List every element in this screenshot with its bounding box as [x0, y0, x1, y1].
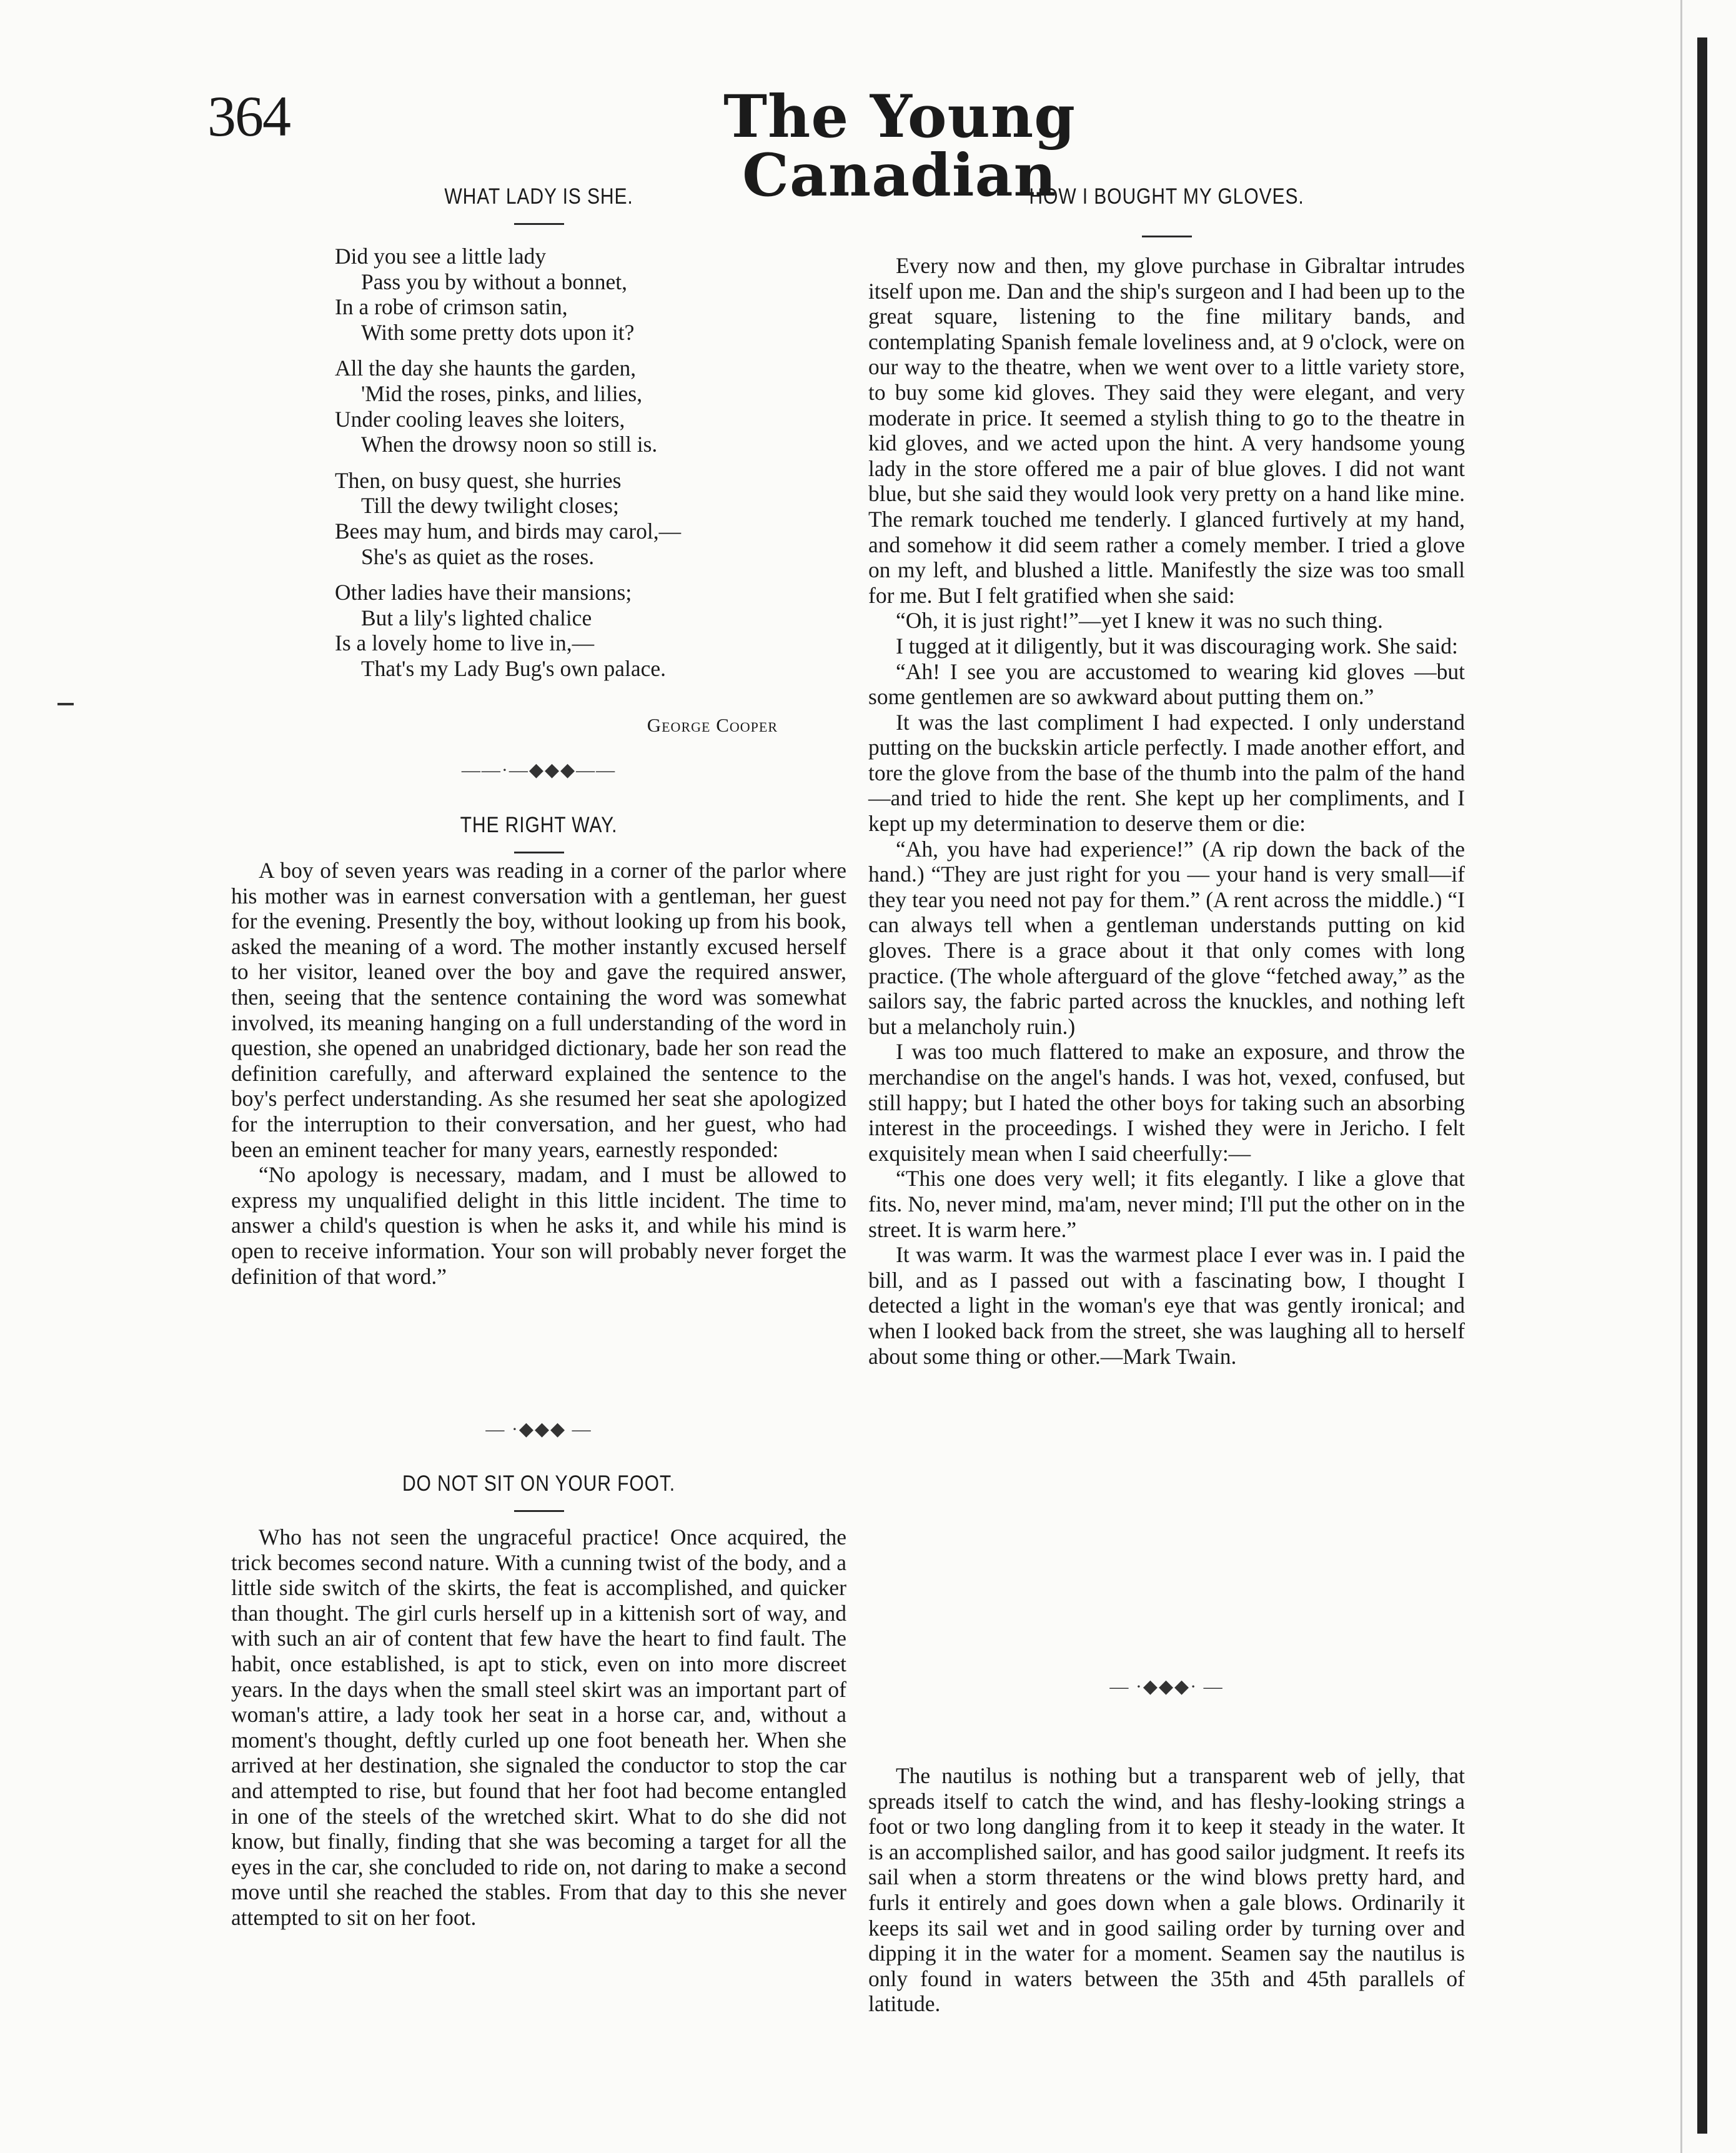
paragraph: I tugged at it diligently, but it was discouraging work. She said:: [896, 633, 1458, 659]
paragraph: Who has not seen the ungraceful practice! Once acquired, the trick becomes second nature. With a cunning twist of the body, and a little side switch of the skirts, the feat is accomplished, and quicker than thought. The girl curls herself up in a kittenish sort of way, and with such an air of content that few have the heart to find fault. The habit, once established, is apt to stick, even on into more discreet years. In the days when the small steel skirt was an important part of woman's attire, a lady took her seat in a horse car, and, without a moment's thought, deftly curled up one foot beneath her. When she arrived at her destination, she signaled the conductor to stop the car and attempted to rise, but found that her foot had become entangled in one of the steels of the wretched skirt. What to do she did not know, but finally, finding that she was becoming a target for all the eyes in the car, she concluded to ride on, not daring to make a second move until she reached the stables. From that day to this she never attempted to sit on her foot.: [231, 1524, 846, 1930]
poem-stanza: [335, 468, 846, 569]
paragraph: I was too much flattered to make an exposure, and throw the merchandise on the angel's hands. I was hot, vexed, confused, but still happy; but I hated the other boys for taking such an absorbing interest in the proceedings. I wished they were in Jericho. I felt exquisitely mean when I said cheerfully:—: [868, 1039, 1465, 1166]
poem-line: Then, on busy quest, she hurries: [335, 467, 622, 493]
poem-stanza: [335, 244, 846, 345]
title-rule: [514, 852, 564, 853]
paragraph: “No apology is necessary, madam, and I must be allowed to express my unqualified delight in this little incident. The time to answer a child's question is when he asks it, and while his mind is open to receive information. Your son will probably never forget the definition of that word.”: [231, 1162, 846, 1289]
poem-line: 'Mid the roses, pinks, and lilies,: [361, 380, 643, 406]
paragraph: “This one does very well; it fits elegantly. I like a glove that fits. No, never mind, ma'am, never mind; I'll put the other on in the street. It is warm here.”: [868, 1166, 1465, 1242]
poem-stanza: [335, 580, 846, 681]
paragraph: A boy of seven years was reading in a corner of the parlor where his mother was in earnest conversation with a gentleman, her guest for the evening. Presently the boy, without looking up from his book, asked the meaning of a word. The mother instantly excused herself to her visitor, leaned over the boy and gave the required answer, then, seeing that the sentence containing the word was somewhat involved, its meaning hanging on a full understanding of the word in question, she opened an unabridged dictionary, bade her son read the definition carefully, and afterward explained the sentence to the boy's perfect understanding. As she resumed her seat she apologized for the interruption to their conversation, and her guest, who had been an eminent teacher for many years, earnestly responded:: [231, 858, 846, 1162]
nautilus-body: [868, 1763, 1465, 2017]
poem-line: In a robe of crimson satin,: [335, 294, 568, 320]
binding-edge: [1697, 37, 1707, 2134]
paragraph: It was warm. It was the warmest place I ever was in. I paid the bill, and as I passed out with a fascinating bow, I thought I detected a light in the woman's eye that was gently ironical; and when I looked back from the street, she was laughing all to herself about some thing or other.—Mark Twain.: [868, 1242, 1465, 1369]
poem: [231, 244, 846, 692]
margin-mark: [57, 703, 74, 705]
poem-line: Pass you by without a bonnet,: [361, 269, 627, 294]
paragraph: It was the last compliment I had expected. I only understand putting on the buckskin article perfectly. I made another effort, and tore the glove from the base of the thumb into the palm of the hand—and tried to hide the rent. She kept up her compliments, and I kept up my determination to deserve them or die:: [868, 709, 1465, 837]
poem-line: Did you see a little lady: [335, 244, 547, 269]
section-ornament: — ·◆◆◆ —: [485, 1419, 592, 1439]
right-way-title: THE RIGHT WAY.: [460, 813, 618, 837]
right-way-body: [231, 858, 846, 1289]
poem-line: When the drowsy noon so still is.: [361, 432, 658, 457]
title-rule: [514, 223, 564, 225]
foot-title: DO NOT SIT ON YOUR FOOT.: [402, 1471, 676, 1496]
masthead: The Young Canadian: [723, 82, 1076, 210]
poem-line: All the day she haunts the garden,: [335, 356, 637, 381]
page-edge-line: [1680, 0, 1682, 2153]
page-number: 364: [207, 84, 290, 148]
paragraph: “Ah! I see you are accustomed to wearing kid gloves —but some gentlemen are so awkward about putting them on.”: [868, 659, 1465, 710]
poem-line: She's as quiet as the roses.: [361, 544, 595, 569]
section-ornament: ——·—◆◆◆——: [461, 760, 617, 780]
poem-title: WHAT LADY IS SHE.: [444, 184, 633, 209]
title-rule: [1142, 236, 1192, 237]
foot-body: [231, 1524, 846, 1931]
poem-line: Till the dewy twilight closes;: [361, 493, 619, 519]
section-ornament: — ·◆◆◆· —: [1109, 1676, 1224, 1697]
poem-stanza: [335, 356, 846, 457]
poem-line: But a lily's lighted chalice: [361, 605, 592, 630]
paragraph: The nautilus is nothing but a transparent web of jelly, that spreads itself to catch the wind, and has fleshy-looking strings a foot or two long dangling from it to keep it steady in the water. It is an accomplished sailor, and has good sailor judgment. It reefs its sail when a storm threatens or the wind blows pretty hard, and furls it entirely and goes down when a gale blows. Ordinarily it keeps its sail wet and in good sailing order by turning over and dipping it in the water for a moment. Seamen say the nautilus is only found in waters between the 35th and 45th parallels of latitude.: [868, 1763, 1465, 2017]
gloves-body: [868, 253, 1465, 1369]
paragraph: “Oh, it is just right!”—yet I knew it was no such thing.: [896, 608, 1383, 634]
gloves-title: HOW I BOUGHT MY GLOVES.: [1029, 184, 1304, 209]
paragraph: “Ah, you have had experience!” (A rip down the back of the hand.) “They are just right for you — your hand is very small—if they tear you need not pay for them.” (A rent across the middle.) “I can always tell when a gentleman understands putting on kid gloves. There is a grace about it that only comes with long practice. (The whole afterguard of the glove “fetched away,” as the sailors say, the fabric parted across the knuckles, and nothing left but a melancholy ruin.): [868, 836, 1465, 1039]
poem-line: With some pretty dots upon it?: [361, 319, 635, 345]
poem-line: Bees may hum, and birds may carol,—: [335, 518, 682, 544]
poem-line: That's my Lady Bug's own palace.: [361, 655, 666, 681]
paragraph: Every now and then, my glove purchase in Gibraltar intrudes itself upon me. Dan and the ship's surgeon and I had been up to the great square, listening to the fine military bands, and contemplating Spanish female loveliness and, at 9 o'clock, were on our way to the theatre, when we went over to a little variety store, to buy some kid gloves. They said they were elegant, and very moderate in price. It seemed a stylish thing to go to the theatre in kid gloves, and we acted upon the hint. A very handsome young lady in the store offered me a pair of blue gloves. I did not want blue, but she said they would look very pretty on a hand like mine. The remark touched me tenderly. I glanced furtively at my hand, and somehow it did seem rather a comely member. I tried a glove on my left, and blushed a little. Manifestly the size was too small for me. But I felt gratified when she said:: [868, 253, 1465, 608]
poem-line: Under cooling leaves she loiters,: [335, 406, 625, 432]
poem-line: Is a lovely home to live in,—: [335, 630, 595, 656]
title-rule: [514, 1510, 564, 1512]
poem-line: Other ladies have their mansions;: [335, 580, 632, 605]
poem-author: George Cooper: [647, 714, 778, 736]
